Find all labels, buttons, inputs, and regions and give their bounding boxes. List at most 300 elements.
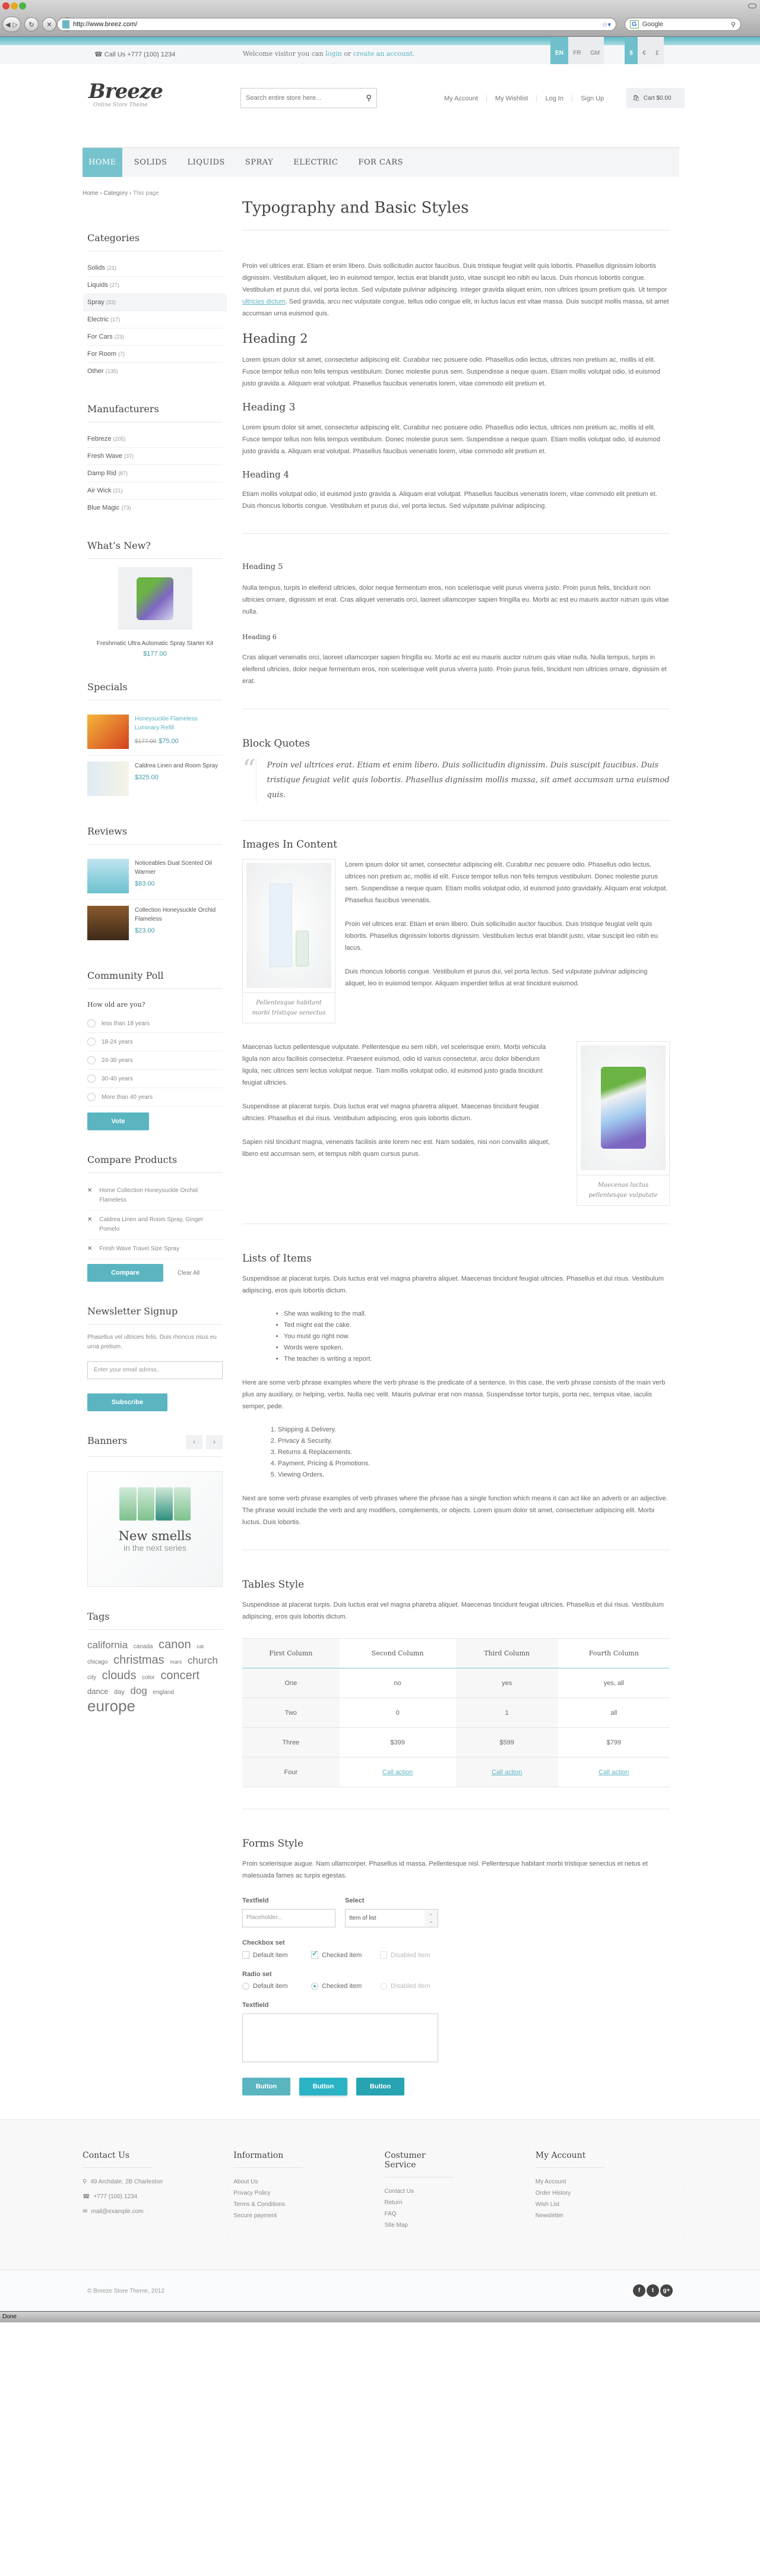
radio-label: Checked item [322,1983,362,1990]
category-count: (23) [114,334,124,340]
checkbox-default[interactable] [242,1951,311,1959]
button-default[interactable]: Button [242,2078,290,2095]
close-window-button[interactable] [2,2,10,10]
currency-gbp[interactable]: £ [651,37,664,64]
footer-link[interactable]: FAQ [384,2211,397,2217]
tag-link[interactable]: mars [170,1659,182,1665]
column-header: Third Column [456,1639,558,1668]
radio-button[interactable] [87,1093,96,1101]
logo[interactable] [88,80,163,108]
radio-set-label: Radio set [242,1971,272,1978]
table-row [242,1728,670,1758]
footer-address [83,2179,226,2185]
form-row [242,1897,670,1927]
quote-text: Proin vel ultrices erat. Etiam et enim libero. Duis sollicitudin dignissim. Duis suscipit faucibus. Duis tristique feugiat velit quis lobortis. Phasellus dignissim mollis massa, sit amet accumsan urna euismod quis. [267,761,670,799]
tag-link[interactable]: canon [159,1638,191,1651]
ultricies-dictum-link[interactable]: ultricies dictum [242,298,286,305]
logo-tagline: Online Store Theme [93,102,148,108]
category-count: (33) [106,299,116,305]
poll-option-label: 24-30 years [102,1057,133,1064]
language-en[interactable]: EN [550,37,568,64]
manufacturer-fresh-wave[interactable] [87,448,223,465]
chevron-right-icon[interactable]: › [206,1435,223,1449]
search-icon[interactable]: ⚲ [730,21,736,29]
compare-item-name[interactable]: Home Collection Honeysuckle Orchid Flameless [99,1187,198,1203]
nav-solids[interactable]: SOLIDS [134,158,167,167]
welcome-message [243,50,414,58]
freshmatic-image[interactable] [581,1045,666,1170]
poll-option[interactable] [87,1033,223,1051]
special-item[interactable] [87,709,223,756]
copyright: © Breeze Store Theme, 2012 [87,2288,165,2294]
newsletter-title: Newsletter Signup [87,1306,223,1325]
nav-spray[interactable]: SPRAY [245,158,274,167]
tag-link[interactable]: concert [160,1669,200,1682]
main-content [242,199,670,2095]
review-item[interactable] [87,853,223,900]
poll-option[interactable] [87,1051,223,1070]
search-icon[interactable]: ⚲ [366,93,372,102]
map-pin-icon: ⚲ [83,2179,87,2185]
favicon-icon [62,20,69,29]
product-thumbnail[interactable] [87,859,129,893]
browser-status-bar [0,2311,760,2322]
table-cell: 1 [456,1698,558,1728]
tag-link[interactable]: color [142,1674,155,1681]
poll-question: How old are you? [87,1001,145,1009]
banners-block [87,1435,223,1587]
radio-button[interactable] [87,1074,96,1083]
column-header: Second Column [340,1639,456,1668]
footer-account-title: My Account [536,2151,605,2168]
table-cell [456,1758,558,1787]
banner-products-image [119,1487,191,1523]
product-price: $325.00 [135,774,159,781]
manufacturer-count: (37) [124,453,134,459]
stop-button[interactable]: ✕ [42,17,56,31]
image-paragraph: Maecenas luctus pellentesque vulputate. Pellentesque eu sem nibh, vel scelerisque enim. Morbi vehicula ligula non arcu facilisis consectetur. Praesent euismod, odio id varius consectetur, arcu dolor bibendum ligula, nec ultrices sem lectus volutpat neque. Tiam mollis volutpat odio, id euismod justo grada tincidunt feugiat ultricies. [242,1044,546,1086]
breadcrumb-home[interactable]: Home [83,190,99,197]
zoom-window-button[interactable] [19,2,26,10]
breadcrumb-current: This page [132,190,159,197]
product-thumbnail[interactable] [87,761,129,796]
category-count: (17) [110,317,121,323]
back-forward-buttons[interactable] [2,17,21,32]
images-title: Images In Content [242,839,337,851]
select-value: Item of list [349,1915,376,1921]
radio-default[interactable] [242,1983,311,1990]
heading-5-text: Nulla tempus, turpis in eleifend ultricies, dolor neque fermentum eros, non scelerisque velit purus viverra justo. Proin purus felis, tincidunt non ultricies ornare, dignissim et erat. Cras aliquet venenatis orci, laoreet ullamcorper sapien fringilla eu. Morbi ac est eu mauris auctor rutrum quis vitae nulla. [242,584,669,615]
login-link[interactable]: login [325,50,342,58]
back-arrow-icon[interactable]: ◀ [5,21,11,29]
cart-button[interactable] [626,88,685,108]
banners-title: Banners [87,1435,128,1446]
radio-button [380,1983,387,1990]
radio-disabled [380,1983,449,1990]
envelope-icon: ✉ [83,2208,88,2215]
newsletter-email-input[interactable]: Enter your email adress.. [87,1361,223,1379]
whats-new-product-image[interactable] [118,567,192,630]
list-item: 3. Returns & Replacements. [278,1447,670,1458]
tables-title: Tables Style [242,1579,305,1591]
product-price: $23.00 [135,927,155,934]
block-quotes-title: Block Quotes [242,738,311,750]
tags-block [87,1611,223,1715]
image-paragraph: Sapien nisl tincidunt magna, venenatis facilisis ante lorem nec est. Nam sodales, nisi non convallis aliquet, libero est accumsan sem, et tempus nibh quam cursus purus. [242,1139,550,1158]
category-electric[interactable] [87,311,223,328]
category-label: Solids [87,264,105,271]
create-account-link[interactable]: create an account. [353,50,415,58]
address-text: 49 Archdale, 2B Charleston [90,2179,163,2185]
tag-link[interactable]: church [187,1655,218,1666]
subscribe-button[interactable]: Subscribe [87,1393,167,1411]
phone-icon: ☎ [94,51,103,58]
product-thumbnail[interactable] [87,715,129,749]
footer-link[interactable]: About Us [233,2179,258,2185]
manufacturer-label: Blue Magic [87,504,120,511]
checkbox-label: Checked item [322,1951,362,1959]
category-label: Electric [87,316,109,323]
tag-link[interactable]: dance [87,1687,109,1696]
poll-option[interactable] [87,1014,223,1033]
image-paragraph: Proin vel ultrices erat. Etiam et enim libero. Duis sollicitudin auctor faucibus. Duis tristique feugiat velit quis lobortis. Phasellus dignissim lobortis dignissim. Vestibulum lectus erat blandit justo, vitae suscipit leo nibh eu lacus. [345,921,658,952]
category-label: Liquids [87,282,108,289]
list-item: • Ted might eat the cake. [284,1320,670,1331]
toolbar-toggle-button[interactable] [748,4,756,8]
language-switcher [550,37,604,64]
sign-up-link[interactable]: Sign Up [572,95,612,102]
table-cell [558,1758,670,1787]
reload-button[interactable]: ↻ [24,17,39,31]
quote-mark-icon: “ [242,758,256,802]
my-account-link[interactable]: My Account [444,95,478,102]
category-for-cars[interactable] [87,328,223,346]
list-item: 1. Shipping & Delivery. [278,1424,670,1436]
banner-headline: New smells [118,1529,192,1543]
list-item: 5. Viewing Orders. [278,1469,670,1481]
heading-2-text: Lorem ipsum dolor sit amet, consectetur adipiscing elit. Curabitur nec posuere odio. Phasellus odio lectus, ultrices non pretium ac, mollis id elit. Fusce tempor tellus non felis tempus vestibulum. Donec molestie purus sem. Suspendisse a neque quam. Etiam mollis volutpat odio, id euismod justo gravida a. Aliquam erat volutpat. Phasellus faucibus venenatis lorem, vitae commodo elit pretium et. [242,356,660,387]
checkbox-set-label: Checkbox set [242,1939,285,1946]
lists-end-text: Next are some verb phrase examples of verb phrases where the phrase has a single function which means it can act like an adverb or an adjective. The phrase would include the verb and any modifiers, complements, or objects. Lorem ipsum dolor sit amet, consectetuer adipiscing elit. Morbi luctus. Duis lobortis. [242,1495,668,1526]
nav-electric[interactable]: ELECTRIC [293,158,338,167]
browser-chrome [0,0,760,37]
heading-2: Heading 2 [242,331,308,346]
radio-button[interactable] [87,1056,96,1064]
checkbox-set [242,1951,670,1959]
compare-button[interactable]: Compare [87,1264,163,1282]
button-active[interactable]: Button [356,2078,404,2095]
manufacturer-label: Air Wick [87,487,112,494]
table-cell: yes, all [558,1668,670,1698]
product-price: $83.00 [135,880,155,887]
radio-checked[interactable] [311,1983,380,1990]
browser-search-field[interactable] [625,18,741,31]
tag-link[interactable]: europe [87,1697,135,1715]
call-action-link[interactable]: Call action [491,1768,522,1776]
call-us [94,50,175,58]
chevron-left-icon[interactable]: ‹ [186,1435,202,1449]
log-in-link[interactable]: Log In [536,95,572,102]
radio-button[interactable] [87,1038,96,1046]
figure-left [242,859,335,1023]
radio-button[interactable] [311,1983,318,1990]
compare-item-name[interactable]: Caldrea Linen and Room Spray, Ginger Pomelo [99,1216,204,1232]
heading-3-text: Lorem ipsum dolor sit amet, consectetur adipiscing elit. Curabitur nec posuere odio. Phasellus odio lectus, ultrices non pretium ac, mollis id elit. Fusce tempor tellus non felis tempus vestibulum. Donec molestie purus sem. Suspendisse a neque quam. Etiam mollis volutpat odio, id euismod justo gravida a. Aliquam erat volutpat. Phasellus faucibus venenatis lorem, vitae commodo elit pretium et. [242,424,660,455]
category-spray[interactable] [83,294,227,311]
list-item: • You must go right now. [284,1331,670,1342]
heading-6: Heading 6 [242,633,277,641]
footer-link[interactable]: Wish List [535,2201,560,2208]
google-plus-icon[interactable]: g+ [660,2284,673,2297]
product-name[interactable]: Noticeables Dual Scented Oil Warmer [135,860,213,875]
forms-intro: Proin scelerisque augue. Nam ullamcorper. Phasellus id massa. Pellentesque nisl. Pellentesque habitant morbi tristique senectus et netus et malesuada fames ac turpis egestas. [242,1860,648,1879]
category-count: (7) [118,351,125,357]
table-header-row [242,1639,670,1668]
review-item[interactable] [87,900,223,946]
forward-arrow-icon[interactable]: ▷ [12,21,18,29]
site-footer [0,2119,760,2270]
nav-home[interactable]: HOME [83,148,122,177]
tag-link[interactable]: cat [197,1643,204,1649]
main-nav [83,147,679,177]
old-price: $177.00 [135,738,157,745]
footer-phone [83,2193,226,2200]
remove-icon[interactable]: ✕ [87,1187,93,1194]
manufacturer-label: Damp Rid [87,470,116,477]
checkbox-label: Default item [253,1951,288,1959]
radio-label: Default item [253,1983,288,1990]
footer-link[interactable]: Return [384,2199,403,2206]
tag-link[interactable]: california [87,1639,128,1651]
data-table [242,1638,670,1787]
shopping-bag-icon: 🛍 [632,94,640,102]
tag-link[interactable]: chicago [87,1659,108,1665]
tag-link[interactable]: city [87,1674,96,1681]
search-engine-label: Google [642,21,664,28]
divider [242,533,670,534]
footer-information [233,2151,377,2233]
radio-button[interactable] [242,1983,249,1990]
status-text: Done [2,2313,17,2320]
address-bar[interactable] [57,18,616,31]
tag-link[interactable]: england [153,1689,175,1696]
welcome-text: Welcome visitor you can [243,50,326,58]
table-cell: 0 [340,1698,456,1728]
radio-set [242,1983,670,1990]
reviews-block [87,826,223,946]
bulleted-list [284,1308,670,1365]
footer-link[interactable]: Terms & Conditions [233,2201,285,2208]
twitter-icon[interactable]: t [647,2284,659,2297]
nav-liquids[interactable]: LIQUIDS [187,158,225,167]
textarea[interactable] [242,2014,438,2062]
intro-paragraph [242,260,670,320]
google-icon[interactable]: G [630,20,639,29]
remove-icon[interactable]: ✕ [87,1246,93,1252]
tag-link[interactable]: dog [130,1685,147,1696]
category-label: For Cars [87,333,113,340]
manufacturer-blue-magic[interactable] [87,500,223,516]
cart-total: Cart $0.00 [643,94,672,102]
site-header [83,64,677,147]
manufacturer-damp-rid[interactable] [87,465,223,482]
intro-text: Proin vel ultrices erat. Etiam et enim libero. Duis sollicitudin auctor faucibus. Duis tristique feugiat velit quis lobortis. Phasellus dignissim lobortis dignissim. Vestibulum aliquet, leo in euismod tempor, lectus erat blandit justo, vitae suscipit leo nibh eu lacus. Duis rhoncus lobortis congue. Vestibulum et purus dui, vel porta lectus. Sed vulputate pulvinar adipiscing. Integer gravida aliquet enim, non ultrices ipsum pretium quis. Ut tempor [242,263,667,293]
tag-link[interactable]: canada [133,1643,153,1650]
list-item: • She was walking to the mall. [284,1308,670,1320]
vote-button[interactable]: Vote [87,1112,149,1130]
table-cell: all [558,1698,670,1728]
call-action-link[interactable]: Call action [382,1768,413,1776]
whats-new-product-name[interactable]: Freshmatic Ultra Automatic Spray Starter Kit [96,640,214,647]
poll-title: Community Poll [87,970,223,989]
list-item: 2. Privacy & Security. [278,1436,670,1447]
product-name[interactable]: Honeysuckle Flameless Luminary Refill [135,716,198,731]
currency-eur[interactable]: € [638,37,651,64]
category-for-room[interactable] [87,346,223,363]
product-price: $75.00 [159,738,179,745]
table-cell [340,1758,456,1787]
footer-service-title: Costumer Service [385,2151,454,2177]
tag-cloud [87,1638,223,1715]
text-input[interactable]: Placeholder... [242,1909,335,1927]
table-cell: Three [242,1728,340,1758]
language-fr[interactable]: FR [568,37,586,64]
tag-link[interactable]: christmas [113,1654,164,1667]
whats-new-block [87,540,223,658]
lists-intro: Suspendisse at placerat turpis. Duis luctus erat vel magna pharetra aliquet. Maecenas tincidunt feugiat ultricies. Phasellus et dui risus. Vestibulum adipiscing, eros quis lobortis dictum. [242,1275,664,1294]
compare-item [87,1181,223,1210]
phone-text: +777 (100) 1234 [93,2193,138,2200]
category-solids[interactable] [87,260,223,277]
button-hover[interactable]: Button [299,2078,347,2095]
manufacturers-title: Manufacturers [87,403,223,422]
tag-link[interactable]: day [114,1689,125,1696]
reviews-title: Reviews [87,826,223,845]
manufacturer-count: (73) [121,505,131,511]
poll-block [87,970,223,1130]
footer-link[interactable]: Newsletter [535,2212,563,2219]
clear-all-link[interactable]: Clear All [178,1269,200,1276]
top-bar [0,45,760,64]
footer-link[interactable]: Order History [535,2190,571,2196]
list-item: 4. Payment, Pricing & Promotions. [278,1458,670,1469]
minimize-window-button[interactable] [11,2,18,10]
poll-option[interactable] [87,1070,223,1088]
footer-account [536,2151,679,2233]
categories-block [87,232,223,380]
textfield-label: Textfield [242,1897,269,1904]
footer-email [83,2208,226,2215]
category-liquids[interactable] [87,277,223,294]
breadcrumb-category[interactable]: Category [103,190,128,197]
specials-title: Specials [87,681,223,700]
checkbox[interactable] [311,1951,318,1959]
page-layout [87,199,673,2095]
language-gm[interactable]: GM [586,37,604,64]
lists-title: Lists of Items [242,1253,312,1265]
table-cell: Two [242,1698,340,1728]
footer-information-title: Information [233,2151,303,2168]
url-text: http://www.breez.com/ [73,21,138,28]
email-text[interactable]: mail@example.com [91,2208,144,2215]
compare-block [87,1154,223,1282]
checkbox-checked[interactable] [311,1951,380,1959]
bookmark-star-icon[interactable]: ☆▾ [601,21,611,29]
poll-option-label: 30-40 years [102,1075,133,1082]
product-package-image [137,577,173,620]
category-count: (135) [105,368,118,374]
category-other[interactable] [87,363,223,380]
footer-link[interactable]: Privacy Policy [233,2190,271,2196]
window-controls [2,2,26,10]
remove-icon[interactable]: ✕ [87,1216,93,1223]
category-label: Other [87,368,104,375]
compare-item-name[interactable]: Fresh Wave Travel Size Spray [99,1246,180,1252]
my-wishlist-link[interactable]: My Wishlist [486,95,537,102]
image-paragraph: Lorem ipsum dolor sit amet, consectetur adipiscing elit. Curabitur nec posuere odio. Phasellus odio lectus, ultrices non pretium ac, mollis id elit. Fusce tempor tellus non felis tempus vestibulum. Donec molestie purus sem. Suspendisse a neque quam. Etiam mollis volutpat odio, id euismod justo gravidakly. Aliquam erat volutpat. Phasellus faucibus venenatis. [345,861,668,904]
whats-new-title: What’s New? [87,540,223,559]
reed-diffuser-image[interactable] [246,863,331,988]
category-count: (27) [109,282,119,288]
heading-5: Heading 5 [242,562,283,571]
table-row [242,1668,670,1698]
divider [242,820,670,821]
account-links [436,95,612,102]
nav-for-cars[interactable]: FOR CARS [358,158,403,167]
table-cell: $599 [456,1728,558,1758]
figure-caption: Pellentesque habitant morbi tristique senectus [243,993,335,1019]
promo-banner[interactable] [87,1471,223,1587]
checkbox-disabled [380,1951,449,1959]
product-name[interactable]: Collection Honeysuckle Orchid Flameless [135,907,216,922]
currency-usd[interactable]: $ [625,37,638,64]
checkbox [380,1951,387,1959]
poll-option-label: 18-24 years [102,1038,133,1045]
call-action-link[interactable]: Call action [598,1768,629,1776]
checkbox[interactable] [242,1951,249,1959]
category-label: Spray [87,299,104,306]
manufacturer-count: (87) [118,470,128,476]
poll-option[interactable] [87,1088,223,1107]
footer-link[interactable]: Secure payment [233,2212,277,2219]
product-thumbnail[interactable] [87,906,129,940]
numbered-list [278,1424,670,1481]
list-item: • Words were spoken. [284,1342,670,1354]
compare-title: Compare Products [87,1154,223,1173]
bottom-bar [0,2270,760,2311]
footer-link[interactable]: My Account [535,2179,566,2185]
manufacturer-febreze[interactable] [87,431,223,448]
banner-subline: in the next series [124,1543,186,1553]
table-cell: no [340,1668,456,1698]
manufacturer-air-wick[interactable] [87,482,223,500]
store-search-input[interactable] [240,88,377,108]
manufacturer-count: (21) [113,488,123,494]
footer-link[interactable]: Contact Us [384,2188,414,2195]
whats-new-product-price: $177.00 [143,650,167,658]
manufacturers-block [87,403,223,516]
table-cell: $799 [558,1728,670,1758]
special-item[interactable] [87,756,223,802]
tag-link[interactable]: clouds [102,1669,137,1682]
select-dropdown[interactable] [345,1909,438,1927]
blockquote [242,754,670,802]
radio-button[interactable] [87,1019,96,1028]
facebook-icon[interactable]: f [633,2284,645,2297]
button-row [242,2078,670,2095]
product-name[interactable]: Caldrea Linen and Room Spray [135,763,218,769]
footer-link[interactable]: Site Map [384,2222,408,2229]
